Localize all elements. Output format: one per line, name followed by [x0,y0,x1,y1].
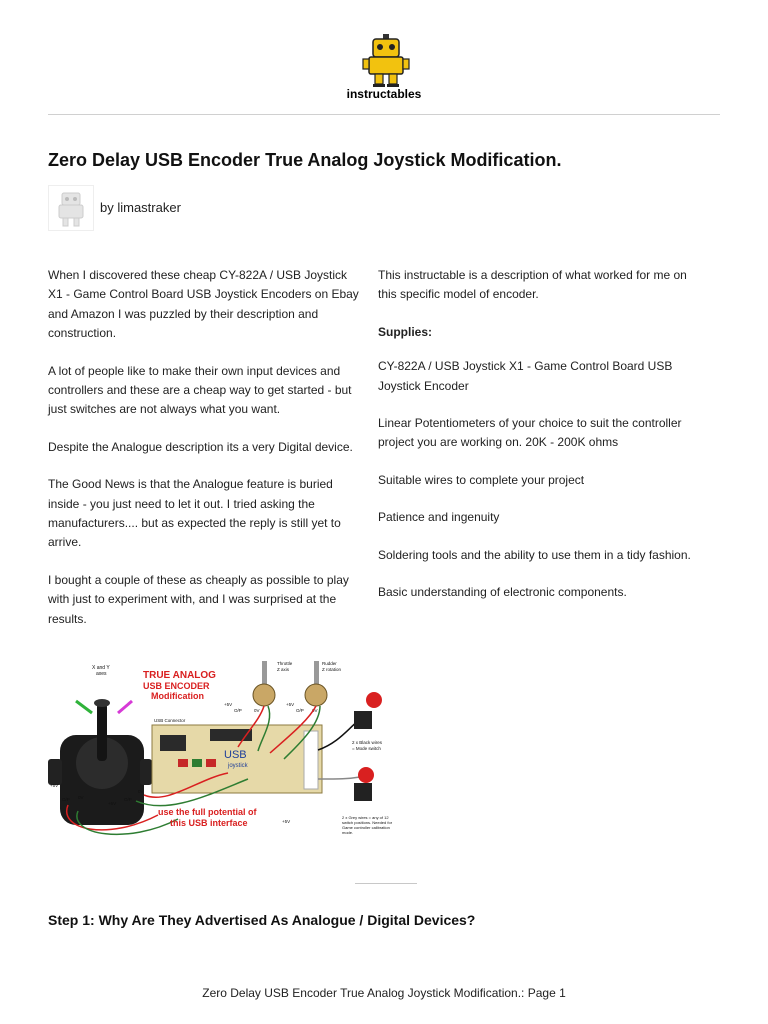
header-divider [48,114,720,115]
pin-label: +5V [282,819,291,824]
step-title: Step 1: Why Are They Advertised As Analogue / Digital Devices? [48,912,476,928]
black-wires-note: = Mode switch [352,746,381,751]
intro-left-column [48,266,363,647]
pin-label: 0V [312,708,318,713]
joystick-board-text: joystick [228,763,248,769]
grey-wires-note: 2 x Grey wires = any of 12 [342,815,389,820]
brand-name[interactable]: instructables [346,87,422,101]
grey-wires-note: Game controller calibration [342,825,390,830]
pin-label: +5V [224,702,233,707]
author-avatar[interactable] [48,185,94,231]
diagram-title: Modification [151,691,204,701]
supply-item: Patience and ingenuity [378,510,500,525]
rudder-label: Z rotation [322,667,342,672]
instructables-robot-logo[interactable] [361,34,411,88]
supply-item: Basic understanding of electronic components. [378,585,627,600]
pin-label: O/P [296,708,304,713]
supply-item: CY-822A / USB Joystick X1 - Game Control Board USB Joystick Encoder [378,359,673,393]
grey-wires-note: mode. [342,830,354,835]
pin-label: +5V [108,801,117,806]
pin-label: +5V [50,783,59,788]
pin-label: 0V [78,795,84,800]
intro-paragraph: The Good News is that the Analogue feature is buried inside - you just need to let it out. I tried asking the manufacturers.... but as expected the reply is still yet to arrive. [48,477,341,550]
rudder-label: Rudder [322,661,337,666]
pin-label: 0V [138,789,144,794]
pin-label: +5V [286,702,295,707]
page-footer: Zero Delay USB Encoder True Analog Joystick Modification.: Page 1 [202,986,566,1000]
intro-lead-paragraph: This instructable is a description of what worked for me on this specific model of encoder. [378,268,687,302]
supplies-heading: Supplies: [378,324,433,339]
diagram-title: USB ENCODER [143,681,210,691]
encoder-diagram-image[interactable] [48,655,400,855]
pin-label: O/P [124,797,132,802]
xy-label: X and Y [92,665,110,671]
pin-label: 0V [254,708,260,713]
author-byline[interactable]: by limastraker [100,200,181,215]
black-wires-note: 2 x Black wires [352,740,383,745]
diagram-tagline: use the full potential of [158,807,257,817]
throttle-label: Throttle [277,661,293,666]
intro-paragraph: I bought a couple of these as cheaply as possible to play with just to experiment with, and I was surprised at the results. [48,572,349,626]
intro-right-column [378,266,693,620]
xy-label: axes [96,671,107,677]
pin-label: O/P [234,708,242,713]
supply-item: Soldering tools and the ability to use them in a tidy fashion. [378,547,691,562]
pin-label: O/P [62,797,70,802]
throttle-label: Z axis [277,667,290,672]
supply-item: Linear Potentiometers of your choice to suit the controller project you are working on. 20K - 200K ohms [378,416,682,450]
intro-paragraph: A lot of people like to make their own input devices and controllers and these are a cheap way to get started - but just switches are not always what you want. [48,363,352,417]
diagram-tagline: this USB interface [170,818,248,828]
usb-connector-label: USB Connector [154,718,186,723]
intro-paragraph: Despite the Analogue description its a very Digital device. [48,439,353,454]
supply-item: Suitable wires to complete your project [378,472,585,487]
usb-board-text: USB [224,749,247,761]
intro-paragraph: When I discovered these cheap CY-822A / USB Joystick X1 - Game Control Board USB Joystick Encoders on Ebay and Amazon I was puzzled by their description and construction. [48,268,359,341]
page-title: Zero Delay USB Encoder True Analog Joystick Modification. [48,150,562,170]
diagram-title: TRUE ANALOG [143,670,216,681]
section-divider [355,883,417,884]
grey-wires-note: switch positions. Needed for [342,820,393,825]
